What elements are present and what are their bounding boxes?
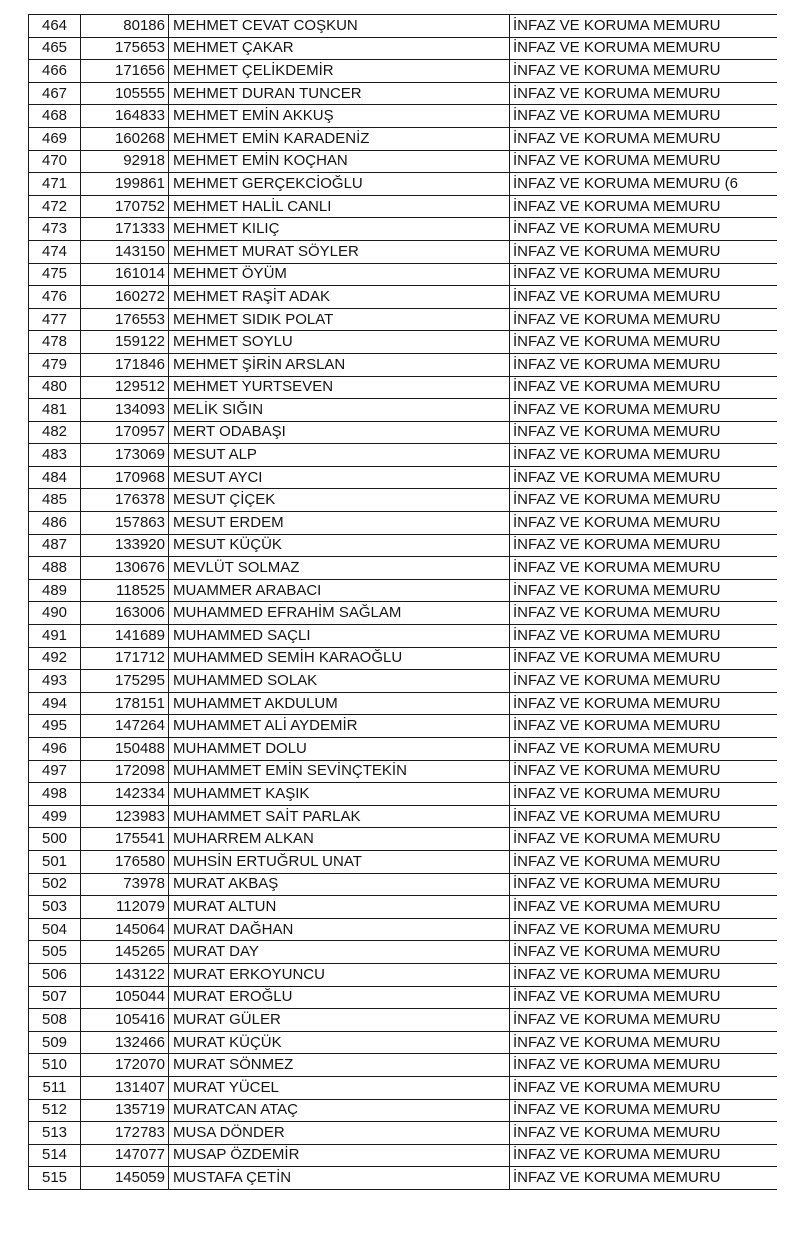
registry-number-cell: 105416 [81,1009,169,1032]
table-row [29,1031,778,1054]
full-name-cell: MUHAMMET SAİT PARLAK [169,805,510,828]
position-cell: İNFAZ VE KORUMA MEMURU [510,692,778,715]
position-cell: İNFAZ VE KORUMA MEMURU [510,647,778,670]
table-row [29,1099,778,1122]
table-row [29,557,778,580]
position-cell: İNFAZ VE KORUMA MEMURU [510,195,778,218]
registry-number-cell: 160272 [81,286,169,309]
row-number-cell: 473 [29,218,81,241]
row-number-cell: 488 [29,557,81,580]
row-number-cell: 499 [29,805,81,828]
position-cell: İNFAZ VE KORUMA MEMURU [510,602,778,625]
position-cell: İNFAZ VE KORUMA MEMURU [510,82,778,105]
full-name-cell: MUHAMMED EFRAHİM SAĞLAM [169,602,510,625]
position-cell: İNFAZ VE KORUMA MEMURU [510,1099,778,1122]
position-cell: İNFAZ VE KORUMA MEMURU [510,715,778,738]
full-name-cell: MEHMET ÇELİKDEMİR [169,60,510,83]
position-cell: İNFAZ VE KORUMA MEMURU [510,240,778,263]
row-number-cell: 510 [29,1054,81,1077]
position-cell: İNFAZ VE KORUMA MEMURU [510,1122,778,1145]
full-name-cell: MURAT GÜLER [169,1009,510,1032]
registry-number-cell: 176580 [81,850,169,873]
table-row [29,850,778,873]
registry-number-cell: 171656 [81,60,169,83]
position-cell: İNFAZ VE KORUMA MEMURU [510,489,778,512]
registry-number-cell: 147077 [81,1144,169,1167]
row-number-cell: 489 [29,579,81,602]
registry-number-cell: 170968 [81,466,169,489]
row-number-cell: 478 [29,331,81,354]
table-row [29,376,778,399]
registry-number-cell: 134093 [81,399,169,422]
registry-number-cell: 173069 [81,444,169,467]
full-name-cell: MEHMET HALİL CANLI [169,195,510,218]
row-number-cell: 472 [29,195,81,218]
full-name-cell: MEHMET ÖYÜM [169,263,510,286]
table-row [29,331,778,354]
position-cell: İNFAZ VE KORUMA MEMURU [510,738,778,761]
registry-number-cell: 199861 [81,173,169,196]
table-row [29,715,778,738]
full-name-cell: MEHMET EMİN KOÇHAN [169,150,510,173]
registry-number-cell: 145059 [81,1167,169,1190]
position-cell: İNFAZ VE KORUMA MEMURU [510,15,778,38]
row-number-cell: 477 [29,308,81,331]
registry-number-cell: 163006 [81,602,169,625]
registry-number-cell: 131407 [81,1076,169,1099]
row-number-cell: 500 [29,828,81,851]
row-number-cell: 470 [29,150,81,173]
position-cell: İNFAZ VE KORUMA MEMURU [510,1167,778,1190]
table-row [29,399,778,422]
position-cell: İNFAZ VE KORUMA MEMURU [510,60,778,83]
table-row [29,82,778,105]
full-name-cell: MURATCAN ATAÇ [169,1099,510,1122]
row-number-cell: 508 [29,1009,81,1032]
row-number-cell: 479 [29,353,81,376]
full-name-cell: MESUT ALP [169,444,510,467]
registry-number-cell: 73978 [81,873,169,896]
row-number-cell: 495 [29,715,81,738]
registry-number-cell: 147264 [81,715,169,738]
table-row [29,1076,778,1099]
row-number-cell: 504 [29,918,81,941]
registry-number-cell: 171333 [81,218,169,241]
position-cell: İNFAZ VE KORUMA MEMURU [510,828,778,851]
full-name-cell: MERT ODABAŞI [169,421,510,444]
table-row [29,263,778,286]
row-number-cell: 506 [29,963,81,986]
full-name-cell: MEHMET SIDIK POLAT [169,308,510,331]
table-row [29,489,778,512]
registry-number-cell: 133920 [81,534,169,557]
full-name-cell: MUHAMMED SOLAK [169,670,510,693]
registry-number-cell: 92918 [81,150,169,173]
row-number-cell: 484 [29,466,81,489]
table-row [29,1009,778,1032]
table-row [29,308,778,331]
position-cell: İNFAZ VE KORUMA MEMURU [510,850,778,873]
position-cell: İNFAZ VE KORUMA MEMURU [510,1009,778,1032]
table-row [29,353,778,376]
row-number-cell: 493 [29,670,81,693]
registry-number-cell: 105555 [81,82,169,105]
table-row [29,828,778,851]
table-row [29,534,778,557]
full-name-cell: MEHMET DURAN TUNCER [169,82,510,105]
row-number-cell: 471 [29,173,81,196]
personnel-table-body [29,15,778,1190]
position-cell: İNFAZ VE KORUMA MEMURU [510,918,778,941]
row-number-cell: 482 [29,421,81,444]
position-cell: İNFAZ VE KORUMA MEMURU [510,1144,778,1167]
position-cell: İNFAZ VE KORUMA MEMURU [510,127,778,150]
row-number-cell: 480 [29,376,81,399]
table-row [29,670,778,693]
registry-number-cell: 145265 [81,941,169,964]
full-name-cell: MURAT DAĞHAN [169,918,510,941]
registry-number-cell: 112079 [81,896,169,919]
full-name-cell: MEHMET MURAT SÖYLER [169,240,510,263]
registry-number-cell: 157863 [81,512,169,535]
table-row [29,421,778,444]
table-row [29,738,778,761]
table-row [29,760,778,783]
position-cell: İNFAZ VE KORUMA MEMURU [510,1076,778,1099]
registry-number-cell: 164833 [81,105,169,128]
table-row [29,60,778,83]
table-row [29,127,778,150]
position-cell: İNFAZ VE KORUMA MEMURU [510,963,778,986]
table-row [29,15,778,38]
full-name-cell: MESUT ÇİÇEK [169,489,510,512]
registry-number-cell: 176553 [81,308,169,331]
registry-number-cell: 150488 [81,738,169,761]
full-name-cell: MESUT KÜÇÜK [169,534,510,557]
full-name-cell: MUHAMMET EMİN SEVİNÇTEKİN [169,760,510,783]
row-number-cell: 515 [29,1167,81,1190]
row-number-cell: 476 [29,286,81,309]
full-name-cell: MESUT AYCI [169,466,510,489]
row-number-cell: 494 [29,692,81,715]
full-name-cell: MEHMET ŞİRİN ARSLAN [169,353,510,376]
registry-number-cell: 178151 [81,692,169,715]
registry-number-cell: 172070 [81,1054,169,1077]
table-row [29,466,778,489]
full-name-cell: MUHAMMET AKDULUM [169,692,510,715]
table-row [29,286,778,309]
full-name-cell: MELİK SIĞIN [169,399,510,422]
full-name-cell: MUHSİN ERTUĞRUL UNAT [169,850,510,873]
full-name-cell: MEHMET SOYLU [169,331,510,354]
full-name-cell: MEHMET EMİN KARADENİZ [169,127,510,150]
row-number-cell: 483 [29,444,81,467]
full-name-cell: MUHAMMET ALİ AYDEMİR [169,715,510,738]
registry-number-cell: 145064 [81,918,169,941]
registry-number-cell: 175653 [81,37,169,60]
table-row [29,692,778,715]
row-number-cell: 505 [29,941,81,964]
full-name-cell: MUHARREM ALKAN [169,828,510,851]
full-name-cell: MEHMET KILIÇ [169,218,510,241]
registry-number-cell: 171846 [81,353,169,376]
position-cell: İNFAZ VE KORUMA MEMURU [510,105,778,128]
table-row [29,240,778,263]
table-row [29,173,778,196]
row-number-cell: 469 [29,127,81,150]
full-name-cell: MUSA DÖNDER [169,1122,510,1145]
full-name-cell: MUAMMER ARABACI [169,579,510,602]
position-cell: İNFAZ VE KORUMA MEMURU [510,986,778,1009]
registry-number-cell: 171712 [81,647,169,670]
position-cell: İNFAZ VE KORUMA MEMURU [510,331,778,354]
row-number-cell: 464 [29,15,81,38]
row-number-cell: 503 [29,896,81,919]
table-row [29,1054,778,1077]
position-cell: İNFAZ VE KORUMA MEMURU [510,399,778,422]
position-cell: İNFAZ VE KORUMA MEMURU [510,873,778,896]
full-name-cell: MUHAMMET KAŞIK [169,783,510,806]
registry-number-cell: 170752 [81,195,169,218]
table-row [29,150,778,173]
position-cell: İNFAZ VE KORUMA MEMURU [510,625,778,648]
position-cell: İNFAZ VE KORUMA MEMURU [510,941,778,964]
row-number-cell: 513 [29,1122,81,1145]
registry-number-cell: 172098 [81,760,169,783]
row-number-cell: 474 [29,240,81,263]
row-number-cell: 468 [29,105,81,128]
table-row [29,918,778,941]
position-cell: İNFAZ VE KORUMA MEMURU [510,1054,778,1077]
table-row [29,896,778,919]
registry-number-cell: 142334 [81,783,169,806]
full-name-cell: MURAT SÖNMEZ [169,1054,510,1077]
registry-number-cell: 176378 [81,489,169,512]
row-number-cell: 491 [29,625,81,648]
full-name-cell: MUHAMMET DOLU [169,738,510,761]
registry-number-cell: 80186 [81,15,169,38]
position-cell: İNFAZ VE KORUMA MEMURU [510,534,778,557]
position-cell: İNFAZ VE KORUMA MEMURU [510,444,778,467]
row-number-cell: 466 [29,60,81,83]
full-name-cell: MESUT ERDEM [169,512,510,535]
registry-number-cell: 118525 [81,579,169,602]
position-cell: İNFAZ VE KORUMA MEMURU [510,353,778,376]
table-row [29,941,778,964]
full-name-cell: MUSTAFA ÇETİN [169,1167,510,1190]
table-row [29,1144,778,1167]
row-number-cell: 486 [29,512,81,535]
table-row [29,1122,778,1145]
row-number-cell: 512 [29,1099,81,1122]
row-number-cell: 496 [29,738,81,761]
table-row [29,105,778,128]
position-cell: İNFAZ VE KORUMA MEMURU [510,466,778,489]
full-name-cell: MEHMET CEVAT COŞKUN [169,15,510,38]
row-number-cell: 467 [29,82,81,105]
registry-number-cell: 132466 [81,1031,169,1054]
row-number-cell: 475 [29,263,81,286]
position-cell: İNFAZ VE KORUMA MEMURU [510,218,778,241]
registry-number-cell: 129512 [81,376,169,399]
table-row [29,1167,778,1190]
full-name-cell: MEHMET ÇAKAR [169,37,510,60]
position-cell: İNFAZ VE KORUMA MEMURU [510,421,778,444]
table-row [29,444,778,467]
registry-number-cell: 175295 [81,670,169,693]
registry-number-cell: 105044 [81,986,169,1009]
registry-number-cell: 160268 [81,127,169,150]
row-number-cell: 487 [29,534,81,557]
position-cell: İNFAZ VE KORUMA MEMURU [510,760,778,783]
row-number-cell: 485 [29,489,81,512]
table-row [29,873,778,896]
full-name-cell: MURAT EROĞLU [169,986,510,1009]
row-number-cell: 514 [29,1144,81,1167]
row-number-cell: 490 [29,602,81,625]
row-number-cell: 502 [29,873,81,896]
position-cell: İNFAZ VE KORUMA MEMURU [510,150,778,173]
position-cell: İNFAZ VE KORUMA MEMURU [510,579,778,602]
position-cell: İNFAZ VE KORUMA MEMURU [510,783,778,806]
full-name-cell: MURAT YÜCEL [169,1076,510,1099]
table-row [29,625,778,648]
row-number-cell: 511 [29,1076,81,1099]
position-cell: İNFAZ VE KORUMA MEMURU [510,896,778,919]
row-number-cell: 497 [29,760,81,783]
full-name-cell: MEHMET RAŞİT ADAK [169,286,510,309]
personnel-table [28,14,777,1190]
registry-number-cell: 175541 [81,828,169,851]
row-number-cell: 509 [29,1031,81,1054]
table-row [29,963,778,986]
table-row [29,195,778,218]
position-cell: İNFAZ VE KORUMA MEMURU [510,805,778,828]
position-cell: İNFAZ VE KORUMA MEMURU [510,37,778,60]
full-name-cell: MURAT ERKOYUNCU [169,963,510,986]
full-name-cell: MURAT KÜÇÜK [169,1031,510,1054]
registry-number-cell: 161014 [81,263,169,286]
row-number-cell: 481 [29,399,81,422]
registry-number-cell: 123983 [81,805,169,828]
registry-number-cell: 170957 [81,421,169,444]
position-cell: İNFAZ VE KORUMA MEMURU [510,512,778,535]
table-row [29,602,778,625]
registry-number-cell: 159122 [81,331,169,354]
row-number-cell: 507 [29,986,81,1009]
registry-number-cell: 143150 [81,240,169,263]
full-name-cell: MEHMET GERÇEKCİOĞLU [169,173,510,196]
registry-number-cell: 143122 [81,963,169,986]
registry-number-cell: 135719 [81,1099,169,1122]
full-name-cell: MEHMET YURTSEVEN [169,376,510,399]
table-row [29,783,778,806]
full-name-cell: MUHAMMED SEMİH KARAOĞLU [169,647,510,670]
position-cell: İNFAZ VE KORUMA MEMURU [510,376,778,399]
full-name-cell: MEVLÜT SOLMAZ [169,557,510,580]
position-cell: İNFAZ VE KORUMA MEMURU [510,670,778,693]
registry-number-cell: 130676 [81,557,169,580]
full-name-cell: MURAT ALTUN [169,896,510,919]
table-row [29,579,778,602]
full-name-cell: MEHMET EMİN AKKUŞ [169,105,510,128]
row-number-cell: 498 [29,783,81,806]
full-name-cell: MUHAMMED SAÇLI [169,625,510,648]
row-number-cell: 492 [29,647,81,670]
table-row [29,37,778,60]
row-number-cell: 501 [29,850,81,873]
registry-number-cell: 172783 [81,1122,169,1145]
table-row [29,986,778,1009]
position-cell: İNFAZ VE KORUMA MEMURU [510,557,778,580]
position-cell: İNFAZ VE KORUMA MEMURU [510,1031,778,1054]
row-number-cell: 465 [29,37,81,60]
table-row [29,218,778,241]
full-name-cell: MURAT DAY [169,941,510,964]
table-row [29,647,778,670]
full-name-cell: MURAT AKBAŞ [169,873,510,896]
table-row [29,805,778,828]
position-cell: İNFAZ VE KORUMA MEMURU (6 [510,173,778,196]
registry-number-cell: 141689 [81,625,169,648]
full-name-cell: MUSAP ÖZDEMİR [169,1144,510,1167]
position-cell: İNFAZ VE KORUMA MEMURU [510,263,778,286]
position-cell: İNFAZ VE KORUMA MEMURU [510,286,778,309]
table-row [29,512,778,535]
position-cell: İNFAZ VE KORUMA MEMURU [510,308,778,331]
